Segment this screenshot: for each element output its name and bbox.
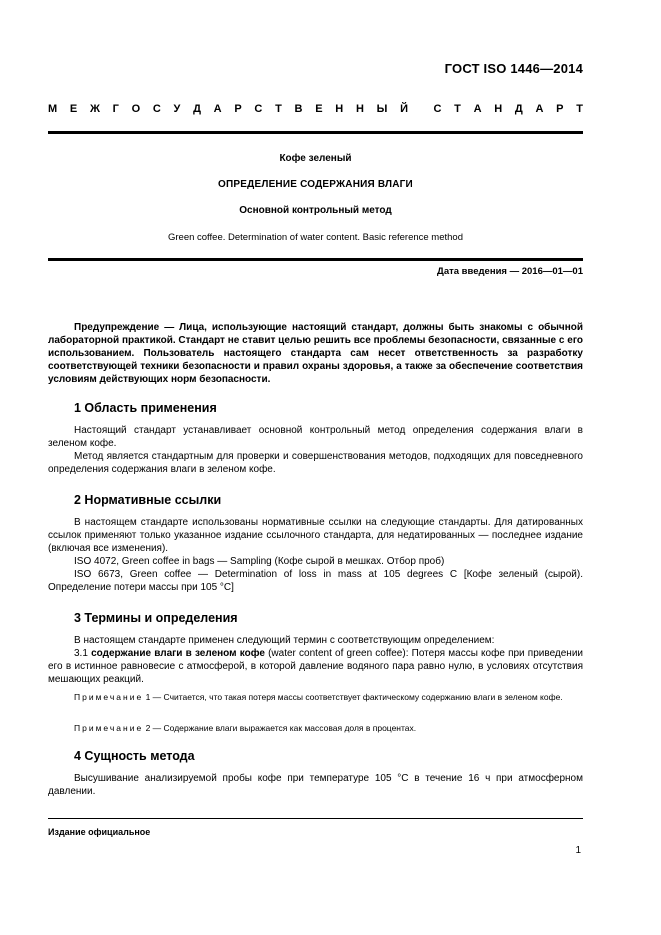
section-1-body: Настоящий стандарт устанавливает основной контрольный метод определения содержания влаги в зеленом кофе. Метод является стандартным для проверки и совершенствования методов, подходящих для повседневного определения содержания влаги в зеленом кофе.: [48, 425, 583, 475]
header-divider: [48, 131, 583, 134]
section-3-heading: 3 Термины и определения: [74, 611, 238, 625]
page-number: 1: [575, 845, 581, 856]
standard-code: ГОСТ ISO 1446—2014: [444, 61, 583, 76]
section-2-body: В настоящем стандарте использованы нормативные ссылки на следующие стандарты. Для датированных ссылок применяют только указанное издание ссылочного стандарта, для недатированных — последнее издание (включая все изменения). ISO 4072, Green coffee in bags — Sampling (Кофе сырой в мешках. Отбор проб) ISO 6673, Green coffee — Determination of loss in mass at 105 degrees C [Кофе зеленый (сырой). Определение потери массы при 105 °C]: [48, 517, 583, 593]
reference-iso-6673: ISO 6673, Green coffee — Determination of loss in mass at 105 degrees C [Кофе зеленый (сырой). Определение потери массы при 105 °C]: [48, 569, 583, 593]
method-subtitle: Основной контрольный метод: [239, 205, 392, 216]
section-4-heading: 4 Сущность метода: [74, 749, 195, 763]
note-1: Примечание 1 — Считается, что такая потеря массы соответствует фактическому содержанию влаги в зеленом кофе.: [74, 692, 563, 702]
note-2: Примечание 2 — Содержание влаги выражается как массовая доля в процентах.: [74, 723, 417, 733]
section-3-body: В настоящем стандарте применен следующий термин с соответствующим определением: 3.1 содержание влаги в зеленом кофе (water content of green coffee): Потеря массы кофе при приведении его в истинное равновесие с атмосферой, в которой давление водяного пара равно нулю, в условиях отсутствия мешающих реакций.: [48, 635, 584, 685]
intro-date: Дата введения — 2016—01—01: [437, 266, 583, 277]
interstate-standard-banner: М Е Ж Г О С У Д А Р С Т В Е Н Н Ы Й С Т А Н Д А Р Т: [48, 103, 583, 115]
official-edition-label: Издание официальное: [48, 827, 151, 837]
reference-iso-4072: ISO 4072, Green coffee in bags — Sampling (Кофе сырой в мешках. Отбор проб): [74, 556, 445, 567]
english-title: Green coffee. Determination of water content. Basic reference method: [167, 232, 463, 243]
section-2-heading: 2 Нормативные ссылки: [74, 493, 222, 507]
safety-warning: Предупреждение — Лица, использующие настоящий стандарт, должны быть знакомы с обычной лабораторной практикой. Стандарт не ставит целью решить все проблемы безопасности, связанные с его использованием. Пользователь настоящего стандарта сам несет ответственность за разработку соответствующей техники безопасности и правил охраны здоровья, а также за обеспечение соответствия условиям действующих норм безопасности.: [48, 322, 583, 385]
term-definition: 3.1 содержание влаги в зеленом кофе (water content of green coffee): Потеря массы кофе при приведении его в истинное равновесие с атмосферой, в которой давление водяного пара равно нулю, в условиях отсутствия мешающих реакций.: [48, 648, 584, 685]
term: содержание влаги в зеленом кофе: [91, 648, 265, 659]
section-4-body: Высушивание анализируемой пробы кофе при температуре 105 °C в течение 16 ч при атмосферном давлении.: [48, 773, 583, 797]
title-divider: [48, 258, 583, 261]
main-title: ОПРЕДЕЛЕНИЕ СОДЕРЖАНИЯ ВЛАГИ: [218, 179, 413, 190]
footer-divider: [48, 818, 583, 819]
section-1-heading: 1 Область применения: [74, 401, 217, 415]
product-title: Кофе зеленый: [279, 153, 352, 164]
